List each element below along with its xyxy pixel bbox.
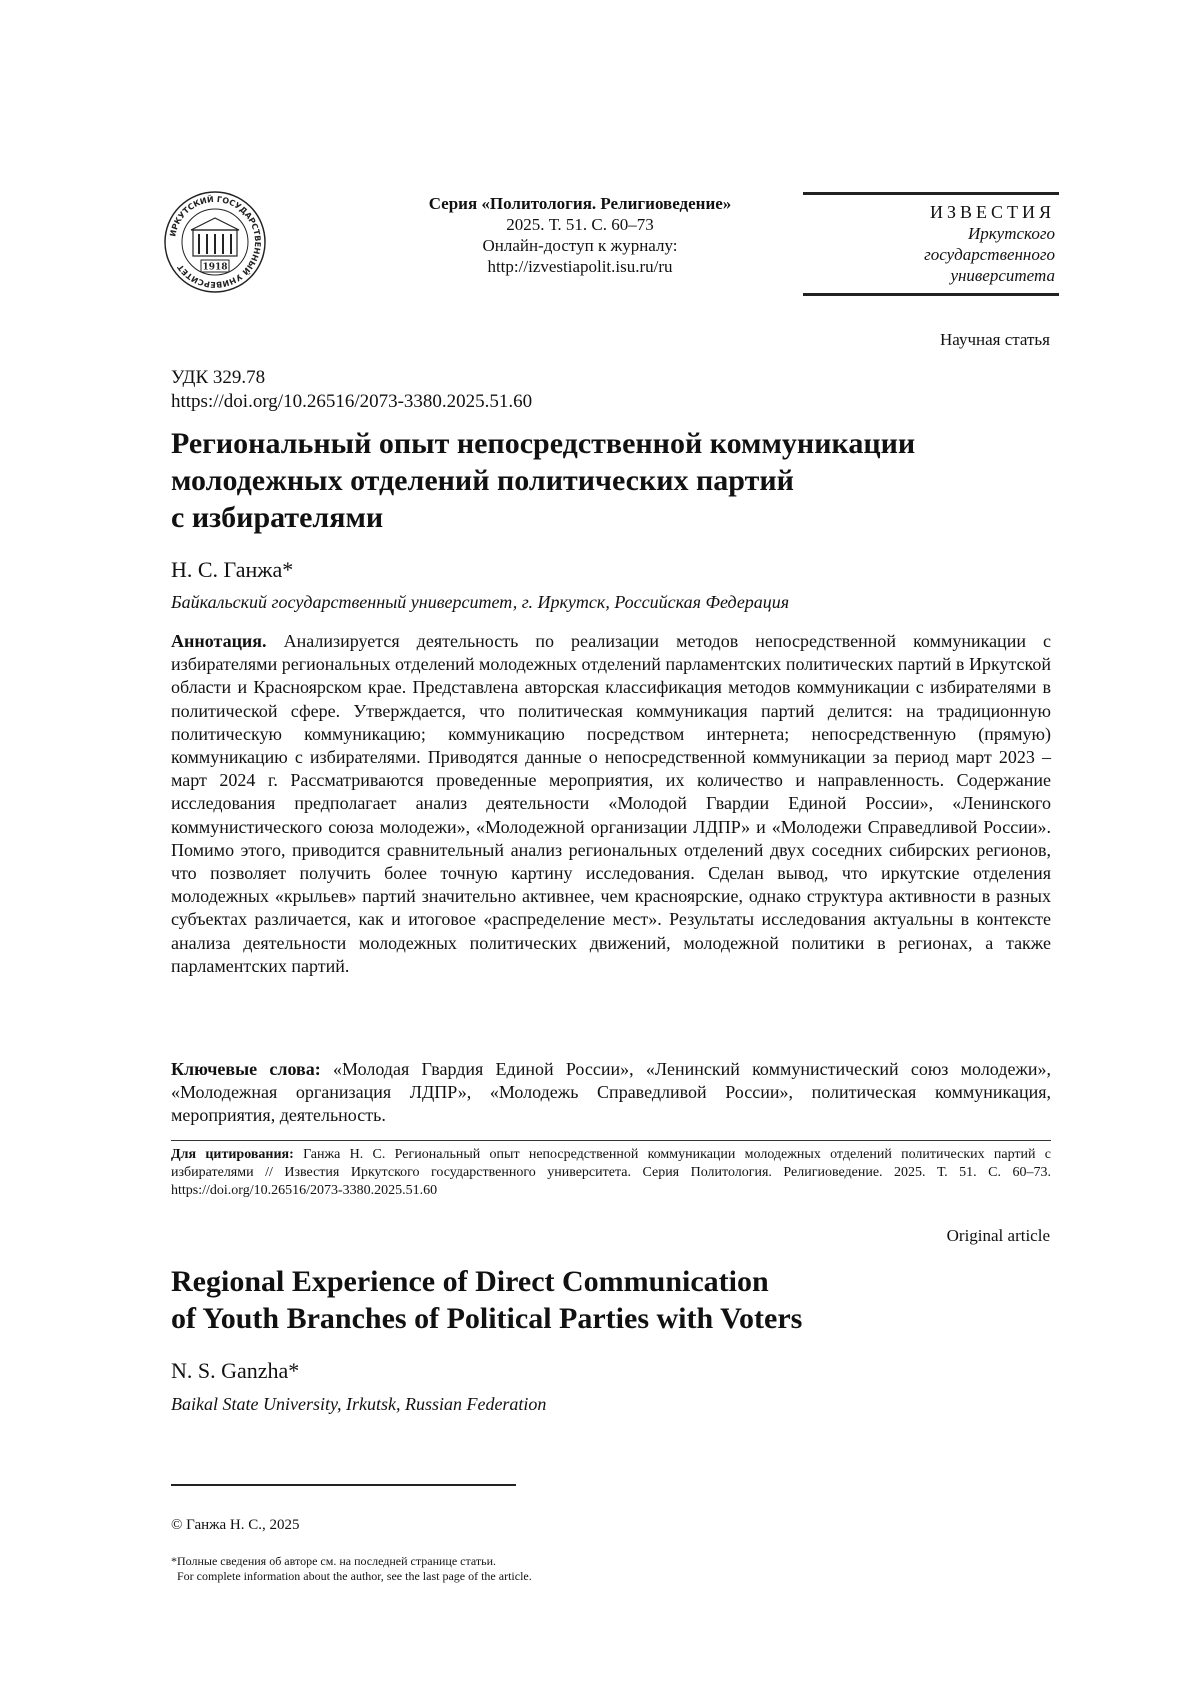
title-line: Regional Experience of Direct Communication [171,1263,1051,1300]
journal-name-line: государственного [924,244,1055,265]
doi-link[interactable]: https://doi.org/10.26516/2073-3380.2025.51.60 [171,390,532,414]
journal-top-rule [803,192,1059,195]
title-line: с избирателями [171,499,1051,536]
abstract-label: Аннотация. [171,631,267,651]
journal-name-box [803,192,1059,297]
journal-name-izvestia: ИЗВЕСТИЯ [924,202,1055,223]
article-type-en: Original article [900,1226,1050,1246]
abstract [171,630,1051,978]
affiliation-en: Baikal State University, Irkutsk, Russian Federation [171,1394,546,1415]
title-line: of Youth Branches of Political Parties with Voters [171,1300,1051,1337]
udk-code: УДК 329.78 [171,366,532,390]
citation [171,1146,1051,1200]
series-info [380,193,780,277]
affiliation-ru: Байкальский государственный университет, г. Иркутск, Российская Федерация [171,592,789,613]
title-line: молодежных отделений политических партий [171,462,1051,499]
online-access-label: Онлайн-доступ к журналу: [380,235,780,256]
citation-label: Для цитирования: [171,1147,294,1162]
author-en: N. S. Ganzha* [171,1358,299,1384]
seal-text: ИРКУТСКИЙ ГОСУДАРСТВЕННЫЙ УНИВЕРСИТЕТ [168,193,262,289]
journal-name-line: университета [924,265,1055,286]
author-ru: Н. С. Ганжа* [171,557,293,583]
citation-text: Ганжа Н. С. Региональный опыт непосредственной коммуникации молодежных отделений политических партий с избирателями // Известия Иркутского государственного университета. Серия Политология. Религиоведение. 2025. Т. 51. С. 60–73. https://doi.org/10.26516/2073-3380.2025.51.60 [171,1147,1051,1198]
keywords [171,1058,1051,1128]
journal-name-line: Иркутского [924,223,1055,244]
footnote-en: For complete information about the author, see the last page of the article. [177,1569,532,1584]
seal-icon [163,190,267,294]
article-title-ru [171,425,1051,536]
abstract-text: Анализируется деятельность по реализации методов непосредственной коммуникации с избирателями региональных отделений молодежных отделений парламентских политических партий в Иркутской области и Красноярском крае. Представлена авторская классификация методов коммуникации с избирателями в политической сфере. Утверждается, что политическая коммуникация партий делится: на традиционную политическую коммуникацию; коммуникацию посредством интернета; непосредственную (прямую) коммуникацию с избирателями. Приводятся данные о непосредственной коммуникации за период март 2023 – март 2024 г. Рассматриваются проведенные мероприятия, их количество и направленность. Содержание исследования предполагает анализ деятельности «Молодой Гвардии Единой России», «Ленинского коммунистического союза молодежи», «Молодежной организации ЛДПР» и «Молодежи Справедливой России». Помимо этого, приводится сравнительный анализ региональных отделений двух соседних сибирских регионов, что позволяет получить более точную картину исследования. Сделан вывод, что иркутские отделения молодежных «крыльев» партий значительно активнее, чем красноярские, однако структура активности в разных субъектах различается, как и итоговое «распределение мест». Результаты исследования актуальны в контексте анализа деятельности молодежных политических движений, молодежной политики в регионах, а также парламентских партий. [171,631,1051,976]
keywords-label: Ключевые слова: [171,1059,321,1079]
issue-info: 2025. Т. 51. С. 60–73 [380,214,780,235]
title-line: Региональный опыт непосредственной коммуникации [171,425,1051,462]
copyright: © Ганжа Н. С., 2025 [171,1517,300,1534]
footnote-divider [171,1484,516,1486]
udk-doi-block [171,366,532,414]
keywords-text: «Молодая Гвардия Единой России», «Ленинский коммунистический союз молодежи», «Молодежная организация ЛДПР», «Молодежь Справедливой России», политическая коммуникация, мероприятия, деятельность. [171,1059,1051,1125]
article-type-ru: Научная статья [900,330,1050,350]
university-seal-logo [163,190,267,294]
seal-year: 1918 [202,263,227,273]
series-title: Серия «Политология. Религиоведение» [380,193,780,214]
journal-url[interactable]: http://izvestiapolit.isu.ru/ru [380,256,780,277]
journal-bottom-rule [803,293,1059,296]
footnote-ru: *Полные сведения об авторе см. на последней странице статьи. [171,1554,496,1569]
article-title-en [171,1263,1051,1337]
citation-divider [171,1140,1051,1141]
